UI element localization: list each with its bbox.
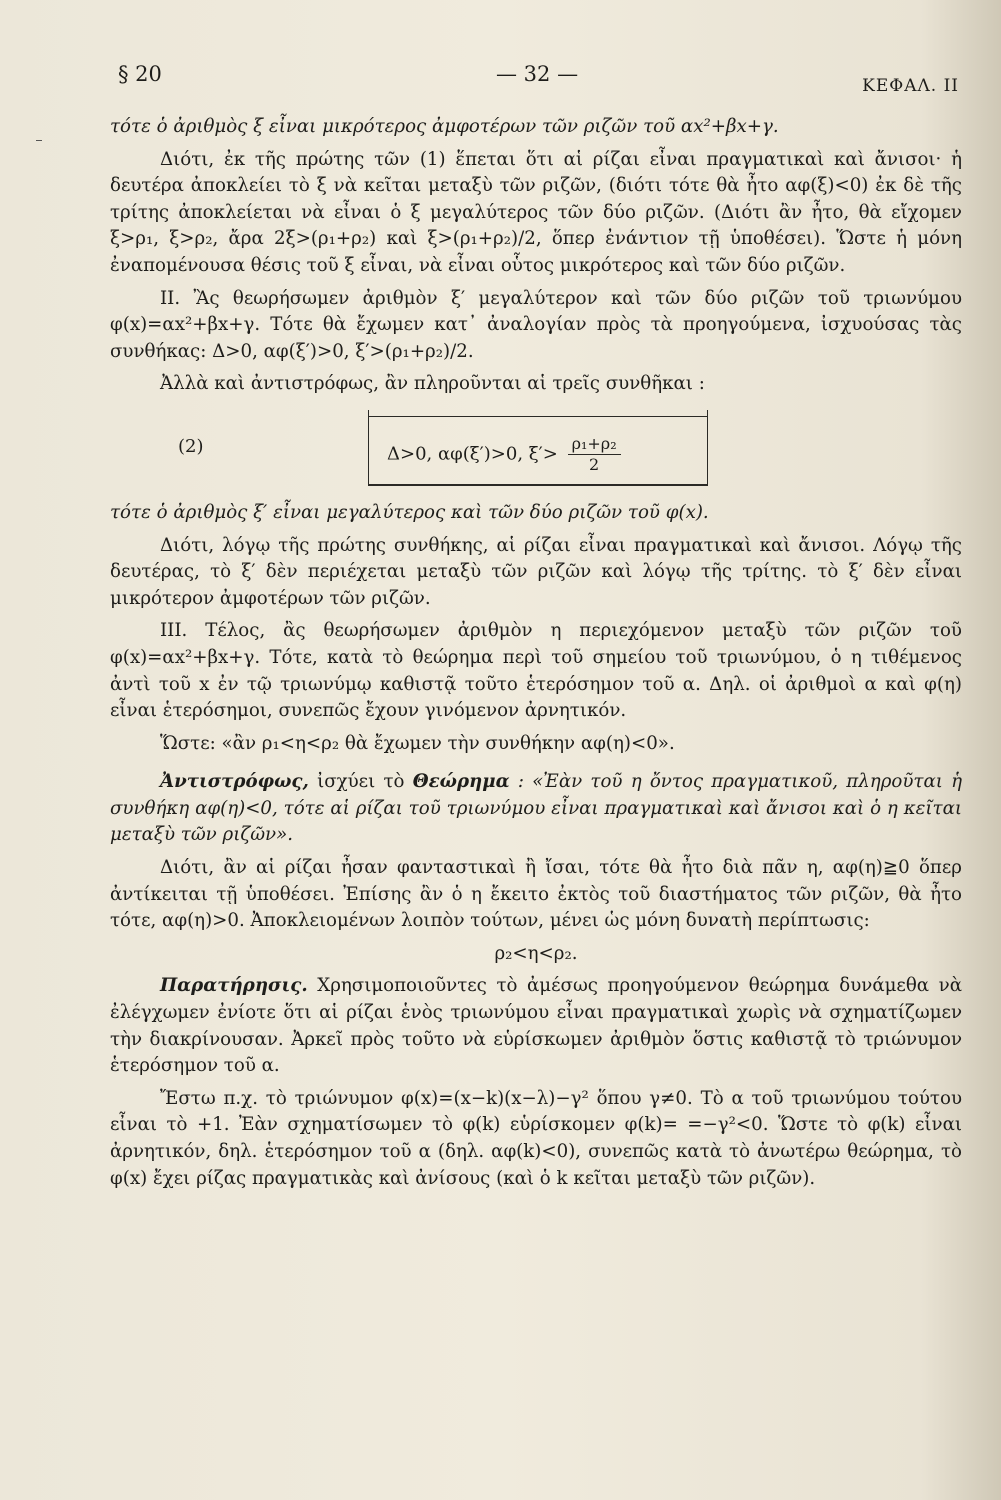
- formula-box: [368, 410, 708, 486]
- paragraph: II. Ἂς θεωρήσωμεν ἀριθμὸν ξ′ μεγαλύτερον καὶ τῶν δύο ριζῶν τοῦ τριωνύμου φ(x)=αx²+βx+γ. Τότε θὰ ἔχωμεν κατ᾽ ἀναλογίαν πρὸς τὰ προηγούμενα, ἰσχυούσας τὰς συνθήκας: Δ>0, αφ(ξ′)>0, ξ′>(ρ₁+ρ₂)/2.: [110, 287, 962, 362]
- paragraph: τότε ὁ ἀριθμὸς ξ′ εἶναι μεγαλύτερος καὶ τῶν δύο ριζῶν τοῦ φ(x).: [110, 501, 709, 523]
- chapter-label: ΚΕΦΑΛ. II: [862, 76, 959, 96]
- theorem-lead: Ἀντιστρόφως,: [160, 771, 309, 793]
- fraction-numerator: ρ₁+ρ₂: [568, 434, 621, 455]
- remark-text: Χρησιμοποιοῦντες τὸ ἀμέσως προηγούμενον θεώρημα δυνάμεθα νὰ ἐλέγχωμεν ἐνίοτε ὅτι αἱ ρίζαι ἑνὸς τριωνύμου εἶναι πραγματικαὶ χωρὶς νὰ σχηματίζωμεν τὴν διακρίνουσαν. Ἀρκεῖ πρὸς τοῦτο νὰ εὑρίσκωμεν ἀριθμὸν ὅστις καθιστᾷ τὸ τριώνυμον ἑτερόσημον τοῦ α.: [110, 975, 962, 1077]
- theorem-mid: ἰσχύει τὸ: [308, 771, 413, 793]
- formula-label: (2): [178, 435, 204, 457]
- formula-content: [387, 434, 621, 475]
- remark-lead: Παρατήρησις.: [160, 975, 308, 997]
- paragraph: τότε ὁ ἀριθμὸς ξ εἶναι μικρότερος ἀμφοτέρων τῶν ριζῶν τοῦ αx²+βx+γ.: [110, 116, 779, 137]
- theorem-statement: : «Ἐὰν τοῦ η ὄντος πραγματικοῦ, πληροῦται ἡ συνθήκη αφ(η)<0, τότε αἱ ρίζαι τοῦ τριωνύμου εἶναι πραγματικαὶ καὶ ἄνισοι καὶ ὁ η κεῖται μεταξὺ τῶν ριζῶν».: [110, 771, 962, 846]
- paragraph: Διότι, ἂν αἱ ρίζαι ἦσαν φανταστικαὶ ἢ ἴσαι, τότε θὰ ἦτο διὰ πᾶν η, αφ(η)≧0 ὅπερ ἀντίκειται τῇ ὑποθέσει. Ἐπίσης ἂν ὁ η ἔκειτο ἐκτὸς τοῦ διαστήματος τῶν ριζῶν, θὰ ἦτο τότε, αφ(η)>0. Ἀποκλειομένων λοιπὸν τούτων, μένει ὡς μόνη δυνατὴ περίπτωσις:: [110, 857, 962, 932]
- paragraph: III. Τέλος, ἂς θεωρήσωμεν ἀριθμὸν η περιεχόμενον μεταξὺ τῶν ριζῶν τοῦ φ(x)=αx²+βx+γ. Τότε, κατὰ τὸ θεώρημα περὶ τοῦ σημείου τοῦ τριωνύμου, ὁ η τιθέμενος ἀντὶ τοῦ x ἐν τῷ τριωνύμῳ καθιστᾷ τοῦτο ἑτερόσημον τοῦ α. Δηλ. οἱ ἀριθμοὶ α καὶ φ(η) εἶναι ἑτερόσημοι, συνεπῶς ἔχουν γινόμενον ἀρνητικόν.: [110, 620, 962, 722]
- remark-paragraph: [110, 973, 962, 1079]
- display-inequality: ρ₂<η<ρ₂.: [494, 942, 578, 964]
- theorem-name: Θεώρημα: [412, 771, 510, 793]
- fraction-denominator: 2: [589, 454, 600, 474]
- paragraph: Ἀλλὰ καὶ ἀντιστρόφως, ἂν πληροῦνται αἱ τρεῖς συνθῆκαι :: [160, 373, 705, 395]
- boxed-formula: [110, 410, 962, 492]
- formula-fraction: [568, 434, 621, 475]
- page-body: [110, 114, 962, 1198]
- margin-mark: [36, 140, 42, 141]
- page-header: [118, 62, 959, 102]
- page-number: — 32 —: [496, 62, 579, 86]
- theorem-paragraph: [110, 769, 962, 849]
- section-number: § 20: [118, 62, 162, 86]
- paragraph: Ὥστε: «ἂν ρ₁<η<ρ₂ θὰ ἔχωμεν τὴν συνθήκην αφ(η)<0».: [160, 732, 675, 754]
- formula-conditions: Δ>0, αφ(ξ′)>0, ξ′>: [387, 443, 558, 465]
- paragraph: Διότι, ἐκ τῆς πρώτης τῶν (1) ἕπεται ὅτι αἱ ρίζαι εἶναι πραγματικαὶ καὶ ἄνισοι· ἡ δευτέρα ἀποκλείει τὸ ξ νὰ κεῖται μεταξὺ τῶν ριζῶν, (διότι τότε θὰ ἦτο αφ(ξ)<0) ἐκ δὲ τῆς τρίτης ἀποκλείεται νὰ εἶναι ὁ ξ μεγαλύτερος τῶν δύο ριζῶν. (Διότι ἂν ἦτο, θὰ εἴχομεν ξ>ρ₁, ξ>ρ₂, ἄρα 2ξ>(ρ₁+ρ₂) καὶ ξ>(ρ₁+ρ₂)/2, ὅπερ ἐνάντιον τῇ ὑποθέσει). Ὥστε ἡ μόνη ἐναπομένουσα θέσις τοῦ ξ εἶναι, νὰ εἶναι οὗτος μικρότερος καὶ τῶν δύο ριζῶν.: [110, 148, 962, 276]
- paragraph: Διότι, λόγῳ τῆς πρώτης συνθήκης, αἱ ρίζαι εἶναι πραγματικαὶ καὶ ἄνισοι. Λόγῳ τῆς δευτέρας, τὸ ξ′ δὲν περιέχεται μεταξὺ τῶν ριζῶν καὶ λόγῳ τῆς τρίτης. τὸ ξ′ δὲν εἶναι μικρότερον ἀμφοτέρων τῶν ριζῶν.: [110, 534, 962, 609]
- example-paragraph: Ἔστω π.χ. τὸ τριώνυμον φ(x)=(x−k)(x−λ)−γ² ὅπου γ≠0. Τὸ α τοῦ τριωνύμου τούτου εἶναι τὸ +1. Ἐὰν σχηματίσωμεν τὸ φ(k) εὑρίσκομεν φ(k)= =−γ²<0. Ὥστε τὸ φ(k) εἶναι ἀρνητικόν, δηλ. ἑτερόσημον τοῦ α (δηλ. αφ(k)<0), συνεπῶς κατὰ τὸ ἀνωτέρω θεώρημα, τὸ φ(x) ἔχει ρίζας πραγματικὰς καὶ ἀνίσους (καὶ ὁ k κεῖται μεταξὺ τῶν ριζῶν).: [110, 1087, 962, 1189]
